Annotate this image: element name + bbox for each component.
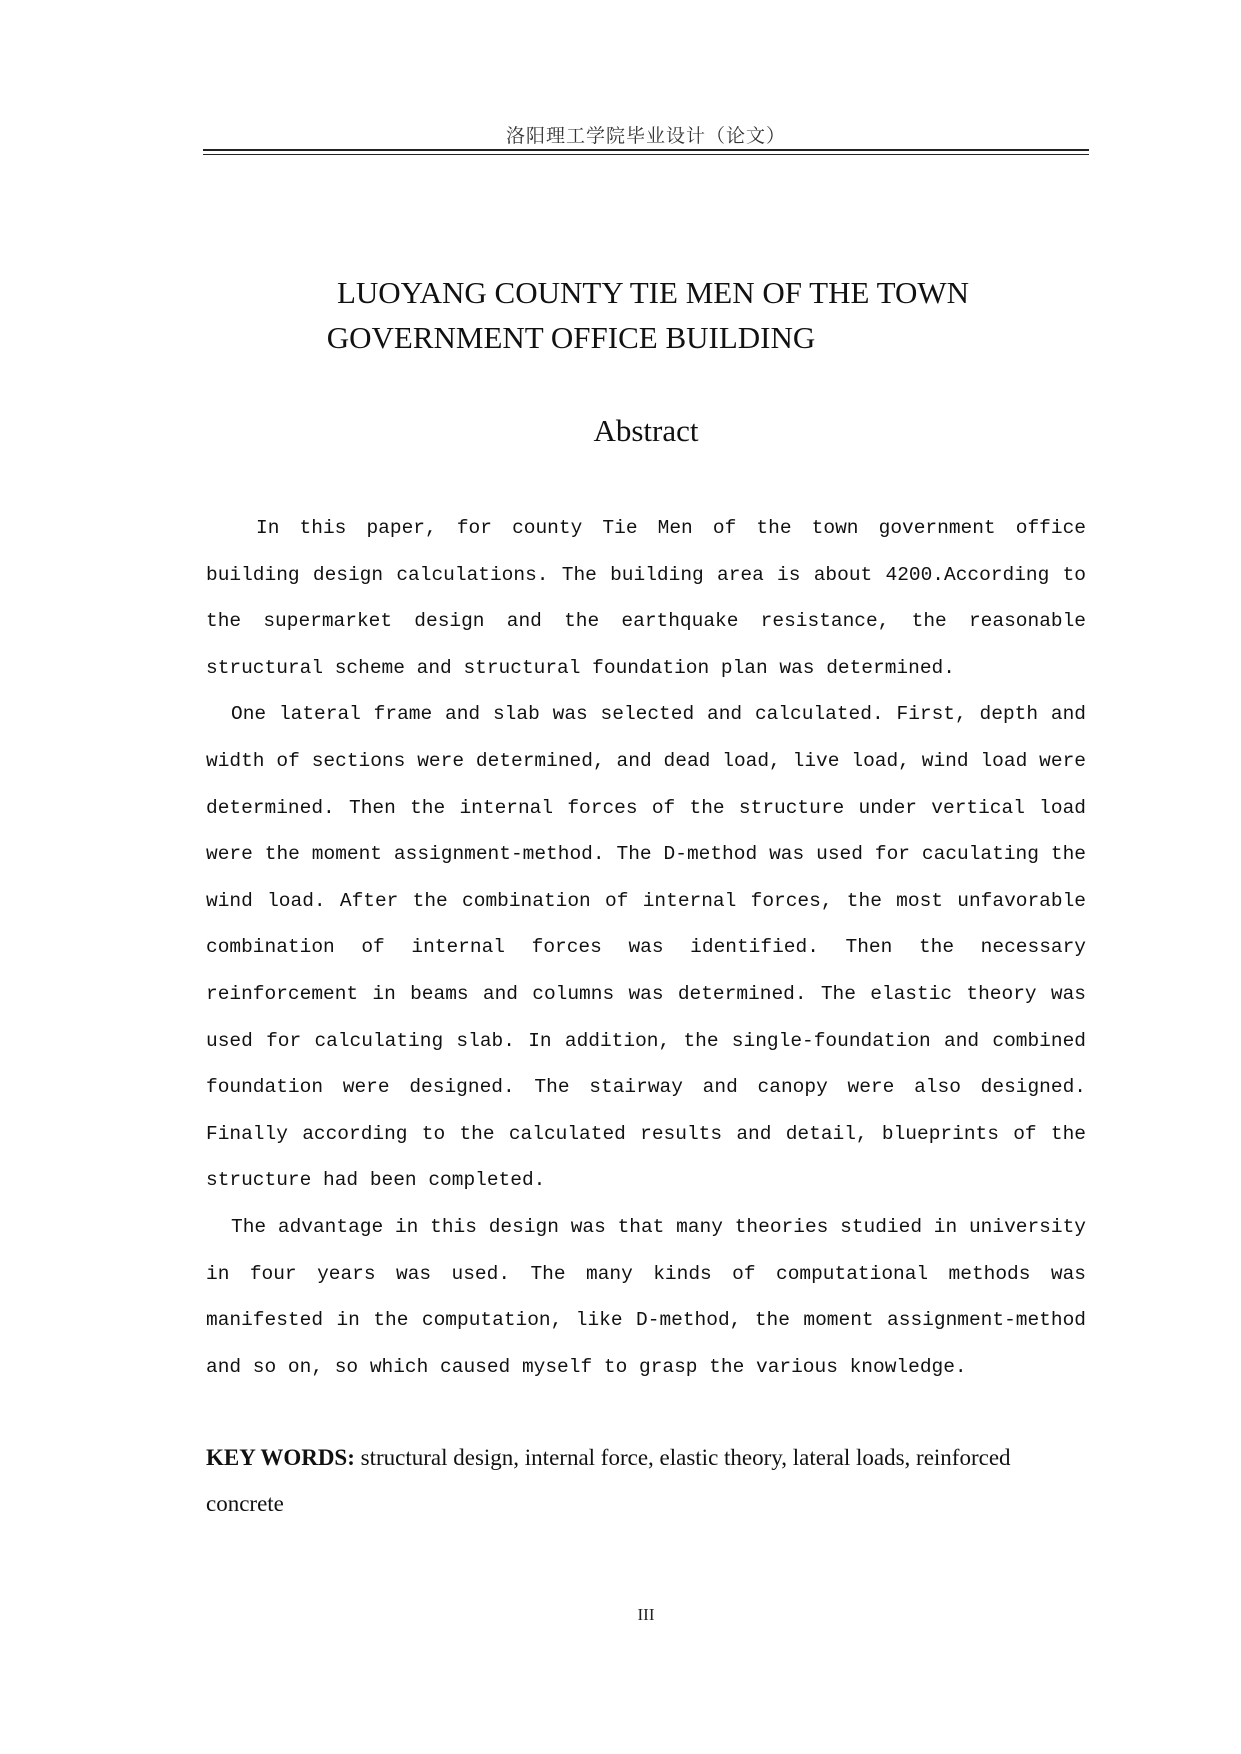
keywords-label: KEY WORDS: bbox=[206, 1445, 355, 1470]
abstract-paragraph-1: In this paper, for county Tie Men of the town government office building design calculations. The building area is about 4200.According to the supermarket design and the earthquake resistance, the reasonable structural scheme and structural foundation plan was determined. bbox=[206, 517, 1086, 679]
page-number: III bbox=[637, 1605, 655, 1624]
abstract-body bbox=[206, 505, 1086, 1390]
keywords-text: structural design, internal force, elastic theory, lateral loads, reinforced concrete bbox=[206, 1445, 1011, 1516]
header-rule-thin bbox=[203, 154, 1089, 155]
keywords bbox=[206, 1435, 1086, 1527]
abstract-heading: Abstract bbox=[593, 413, 699, 448]
paper-title bbox=[203, 270, 1089, 360]
paper-title-line-2: GOVERNMENT OFFICE BUILDING bbox=[326, 320, 816, 355]
abstract-paragraph-3: The advantage in this design was that many theories studied in university in four years was used. The many kinds of computational methods was manifested in the computation, like D-method, the moment assignment-method and so on, so which caused myself to grasp the various knowledge. bbox=[206, 1215, 1086, 1378]
paper-title-line-1: LUOYANG COUNTY TIE MEN OF THE TOWN bbox=[336, 275, 970, 310]
header-rule-thick bbox=[203, 149, 1089, 151]
running-header: 洛阳理工学院毕业设计（论文） bbox=[505, 125, 786, 147]
abstract-paragraph-2: One lateral frame and slab was selected and calculated. First, depth and width of sections were determined, and dead load, live load, wind load were determined. Then the internal forces of the structure under vertical load were the moment assignment-method. The D-method was used for caculating the wind load. After the combination of internal forces, the most unfavorable combination of internal forces was identified. Then the necessary reinforcement in beams and columns was determined. The elastic theory was used for calculating slab. In addition, the single-foundation and combined foundation were designed. The stairway and canopy were also designed. Finally according to the calculated results and detail, blueprints of the structure had been completed. bbox=[206, 703, 1086, 1192]
